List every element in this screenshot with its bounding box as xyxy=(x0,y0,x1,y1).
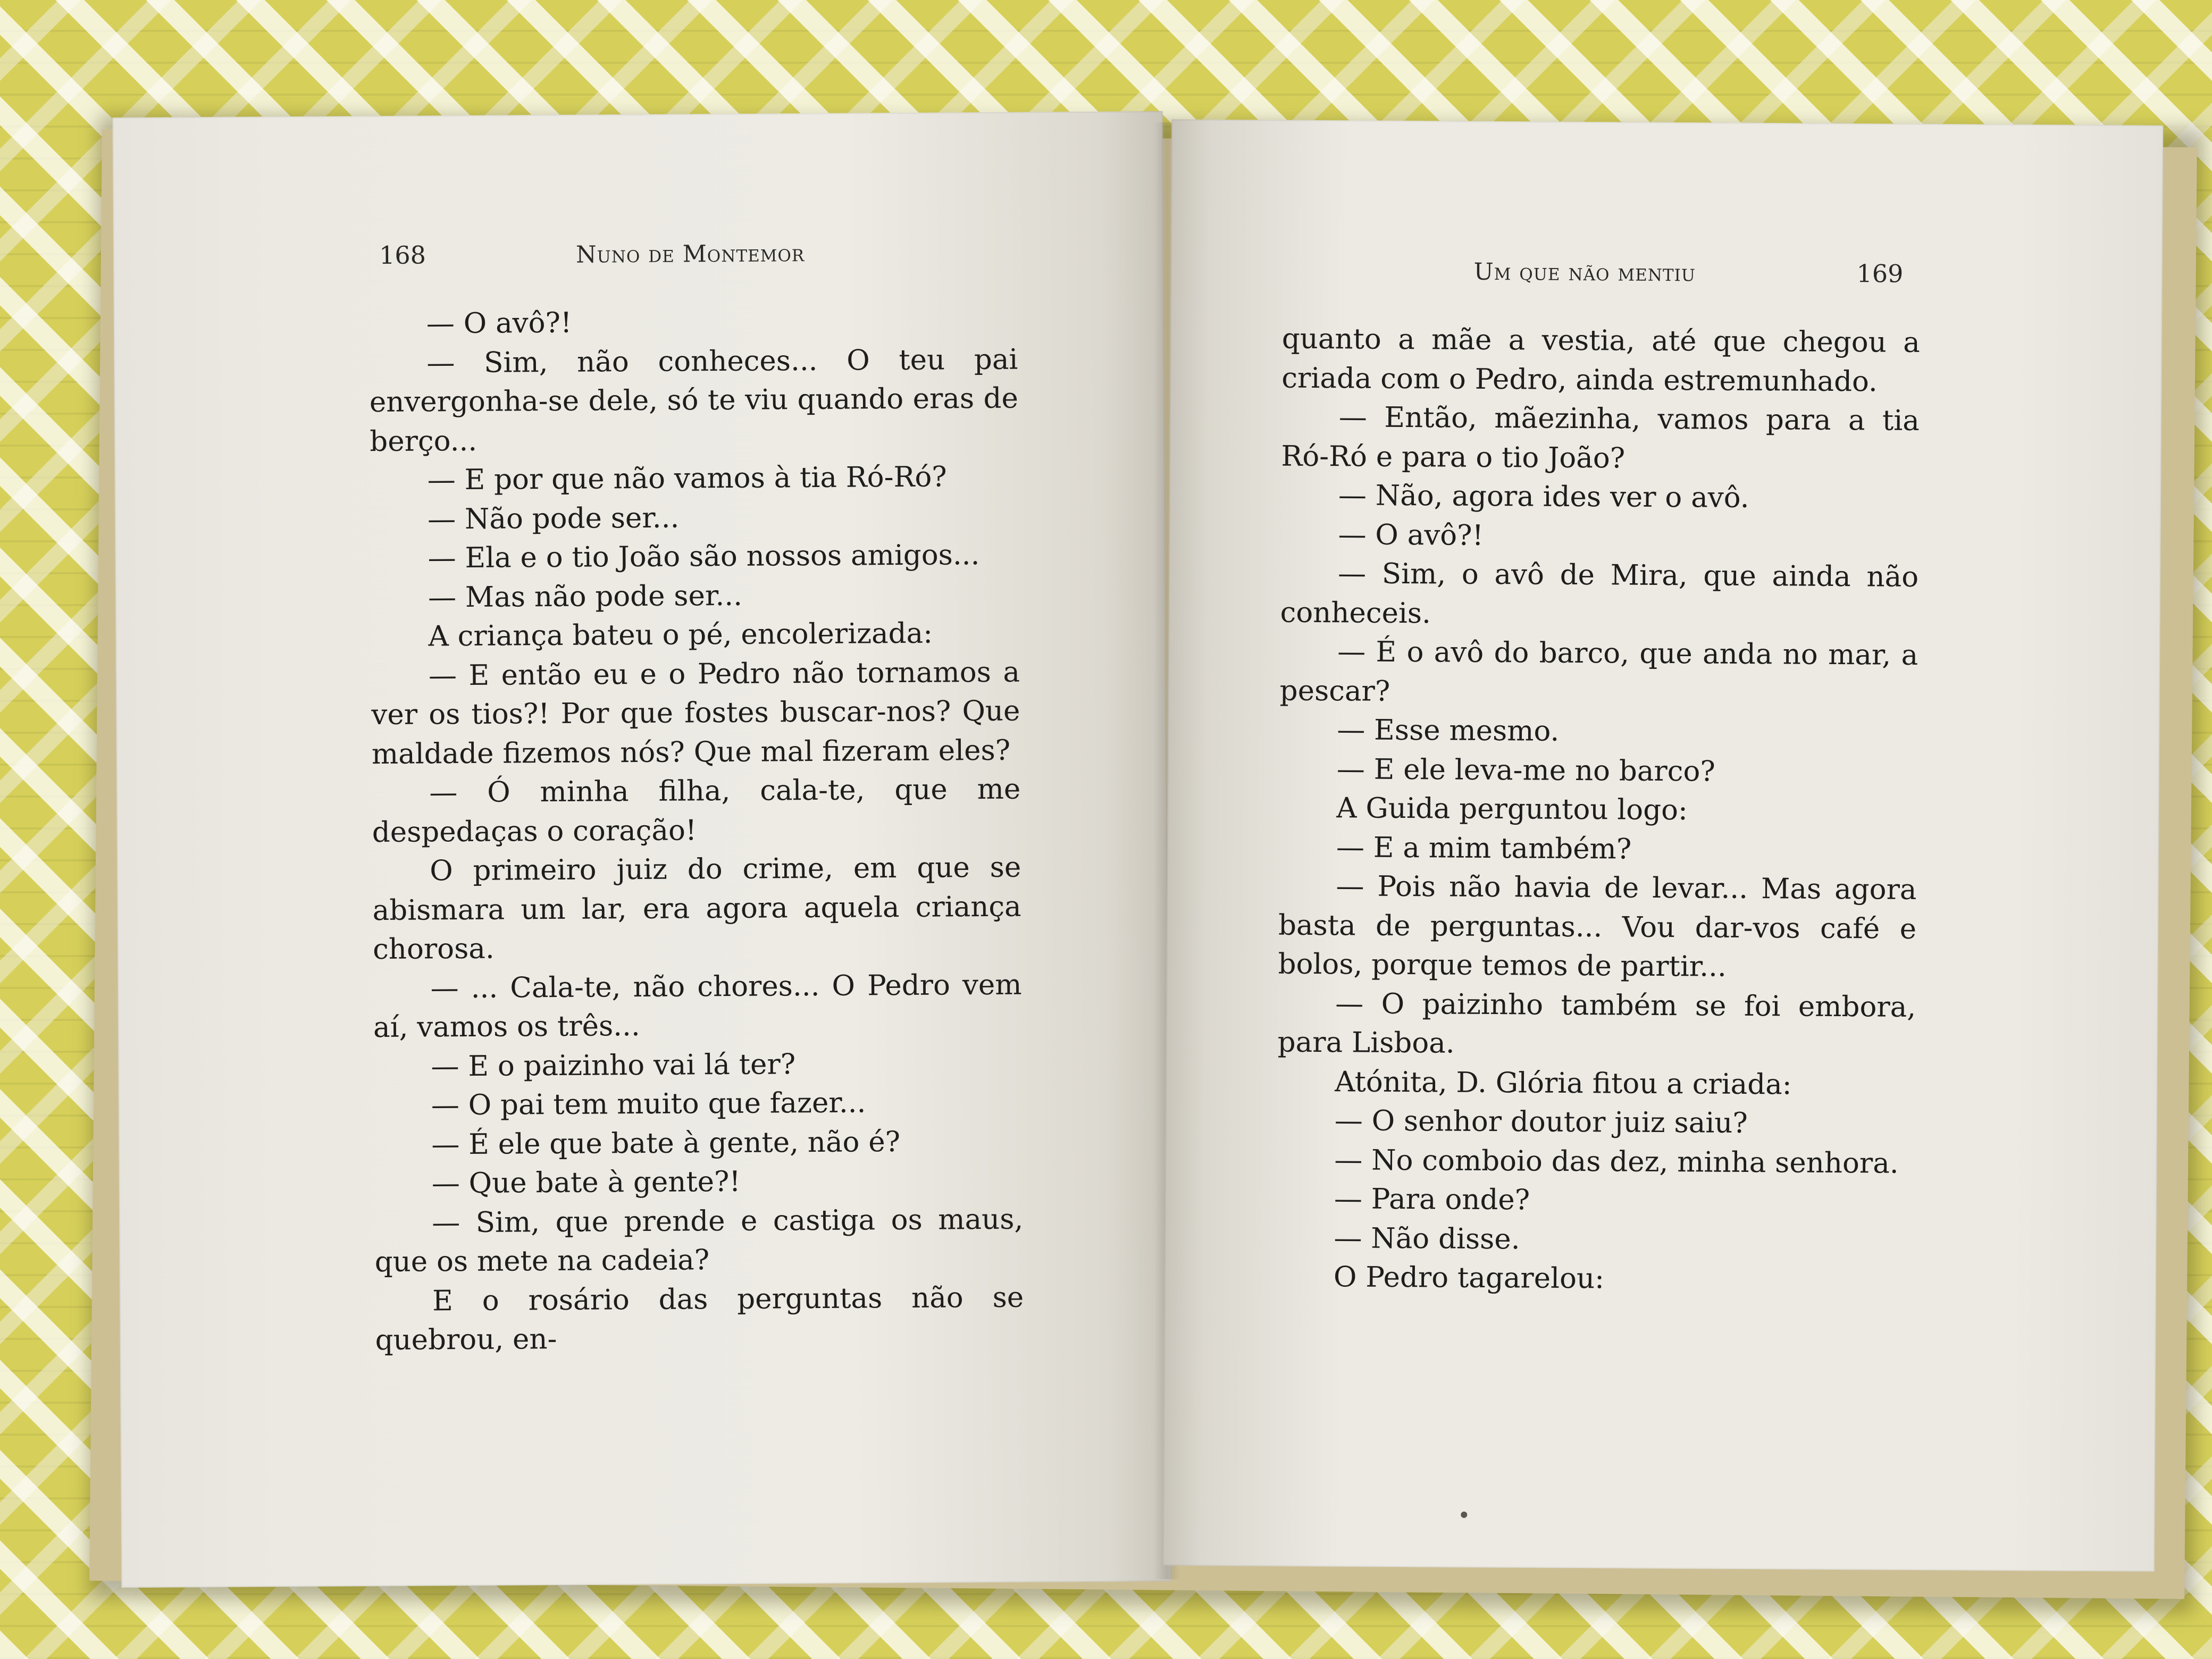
paragraph: — E então eu e o Pedro não tornamos a ver os tios?! Por que fostes buscar-nos? Que maldade fizemos nós? Que mal fizeram eles? xyxy=(371,656,1020,770)
paragraph: — O avô?! xyxy=(426,306,572,340)
paragraph: — É ele que bate à gente, não é? xyxy=(431,1125,901,1161)
paragraph: — E por que não vamos à tia Ró-Ró? xyxy=(427,460,947,497)
paragraph: — Ó minha filha, cala-te, que me despedaças o coração! xyxy=(372,773,1021,849)
paragraph: — No comboio das dez, minha senhora. xyxy=(1334,1143,1899,1180)
right-page xyxy=(1163,119,2164,1571)
right-page-number: 169 xyxy=(1856,259,1904,288)
paragraph: — O avô?! xyxy=(1338,518,1484,552)
paragraph: — O senhor doutor juiz saiu? xyxy=(1334,1104,1748,1139)
paragraph: — Que bate à gente?! xyxy=(431,1165,741,1200)
paragraph: quanto a mãe a vestia, até que chegou a criada com o Pedro, ainda estremunhado. xyxy=(1281,322,1920,398)
paragraph: — Não, agora ides ver o avô. xyxy=(1338,479,1749,514)
left-page-text xyxy=(369,301,1024,1360)
paragraph: — Não disse. xyxy=(1334,1221,1520,1255)
paragraph: — Então, mãezinha, vamos para a tia Ró-Ró e para o tio João? xyxy=(1281,401,1920,475)
paragraph: — Sim, o avô de Mira, que ainda não conheceis. xyxy=(1280,557,1919,630)
page-speck xyxy=(1461,1512,1467,1518)
paragraph: — Para onde? xyxy=(1334,1183,1530,1217)
paragraph: A criança bateu o pé, encolerizada: xyxy=(428,617,933,653)
paragraph: — ... Cala-te, não chores... O Pedro vem aí, vamos os três... xyxy=(373,968,1022,1044)
left-page-number: 168 xyxy=(379,240,426,270)
paragraph: — Ela e o tio João são nossos amigos... xyxy=(428,539,980,575)
paragraph: — O pai tem muito que fazer... xyxy=(431,1086,866,1122)
paragraph: — E o paizinho vai lá ter? xyxy=(431,1048,796,1083)
paragraph: — E ele leva-me no barco? xyxy=(1336,752,1715,788)
paragraph: — Pois não havia de levar... Mas agora basta de perguntas... Vou dar-vos café e bolos, porque temos de partir... xyxy=(1278,870,1917,983)
paragraph: — É o avô do barco, que anda no mar, a pescar? xyxy=(1279,635,1918,708)
left-running-head: Nuno de Montemor xyxy=(576,240,805,269)
paragraph: — O paizinho também se foi embora, para Lisboa. xyxy=(1277,987,1916,1060)
right-page-text xyxy=(1276,320,1920,1301)
paragraph: — Sim, não conheces... O teu pai envergonha-se dele, só te viu quando eras de berço... xyxy=(369,343,1019,458)
right-running-head: Um que não mentiu xyxy=(1473,258,1696,287)
paragraph: — Sim, que prende e castiga os maus, que os mete na cadeia? xyxy=(374,1203,1024,1279)
paragraph: A Guida perguntou logo: xyxy=(1336,792,1688,827)
paragraph: — Mas não pode ser... xyxy=(428,579,743,614)
paragraph: — Esse mesmo. xyxy=(1337,714,1560,748)
paragraph: Atónita, D. Glória fitou a criada: xyxy=(1335,1065,1792,1101)
paragraph: — Não pode ser... xyxy=(428,501,680,535)
paragraph: O primeiro juiz do crime, em que se abismara um lar, era agora aquela criança chorosa. xyxy=(372,851,1021,966)
left-page xyxy=(113,111,1172,1588)
paragraph: — E a mim também? xyxy=(1336,831,1632,866)
paragraph: O Pedro tagarelou: xyxy=(1333,1261,1605,1295)
paragraph: E o rosário das perguntas não se quebrou, en- xyxy=(375,1281,1024,1357)
